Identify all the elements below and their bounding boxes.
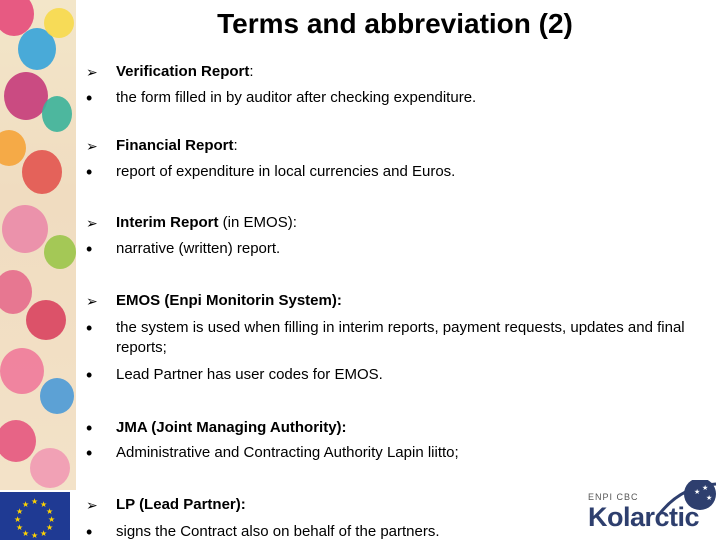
term-description: the system is used when filling in interim reports, payment requests, updates and final reports; (116, 319, 685, 356)
svg-text:★: ★ (694, 488, 701, 496)
term-description: (in EMOS): (218, 214, 297, 231)
star-icon: ★ (46, 507, 54, 516)
kolarctic-logo (588, 480, 718, 538)
decorative-figure (42, 96, 72, 132)
bullet-icon: • (86, 443, 93, 463)
decorative-figure (40, 378, 74, 414)
arrow-bullet-icon: ➢ (86, 215, 98, 231)
term-description: Lead Partner has user codes for EMOS. (116, 366, 383, 383)
star-icon: ★ (31, 497, 39, 506)
svg-text:★: ★ (706, 494, 713, 502)
decorative-figure (44, 8, 74, 38)
star-icon: ★ (40, 529, 48, 538)
bullet-icon: • (86, 318, 93, 338)
term-description: : (249, 63, 254, 80)
term-label: JMA (Joint Managing Authority): (116, 419, 347, 436)
eu-flag-icon (0, 492, 70, 540)
svg-text:★: ★ (702, 484, 709, 492)
bullet-icon: • (86, 88, 93, 108)
star-icon: ★ (16, 523, 24, 532)
decorative-figure (26, 300, 66, 340)
decorative-figure (44, 235, 76, 269)
bullet-icon: • (86, 522, 93, 542)
bullet-icon: • (86, 365, 93, 385)
star-icon: ★ (40, 500, 48, 509)
star-icon: ★ (31, 531, 39, 540)
decorative-figure (22, 150, 62, 194)
decorative-figure (0, 348, 44, 394)
logo-small-text: ENPI CBC (588, 492, 639, 502)
bullet-icon: • (86, 239, 93, 259)
decorative-figure (30, 448, 70, 488)
decorative-figure (0, 420, 36, 462)
star-icon: ★ (14, 515, 22, 524)
term-description: signs the Contract also on behalf of the partners. (116, 523, 440, 540)
decorative-side-strip (0, 0, 76, 490)
term-description: narrative (written) report. (116, 240, 281, 257)
arrow-bullet-icon: ➢ (86, 64, 98, 80)
star-icon: ★ (46, 523, 54, 532)
term-description: Administrative and Contracting Authority Lapin liitto; (116, 444, 459, 461)
term-description: report of expenditure in local currencies and Euros. (116, 163, 456, 180)
arrow-bullet-icon: ➢ (86, 497, 98, 513)
star-icon: ★ (16, 507, 24, 516)
arrow-bullet-icon: ➢ (86, 293, 98, 309)
term-label: Interim Report (116, 214, 219, 231)
star-icon: ★ (48, 515, 56, 524)
term-description: the form filled in by auditor after checking expenditure. (116, 89, 477, 106)
star-icon: ★ (22, 500, 30, 509)
term-label: Verification Report (116, 63, 250, 80)
decorative-figure (2, 205, 48, 253)
star-icon: ★ (22, 529, 30, 538)
term-description: : (233, 137, 238, 154)
term-label: LP (Lead Partner): (116, 496, 246, 513)
logo-brand-text: Kolarctic (588, 502, 700, 532)
slide-title: Terms and abbreviation (2) (217, 8, 573, 39)
term-label: EMOS (Enpi Monitorin System): (116, 292, 342, 309)
term-label: Financial Report (116, 137, 234, 154)
decorative-figure (0, 130, 26, 166)
bullet-icon: • (86, 162, 93, 182)
bullet-icon: • (86, 418, 93, 438)
decorative-figure (0, 270, 32, 314)
arrow-bullet-icon: ➢ (86, 138, 98, 154)
